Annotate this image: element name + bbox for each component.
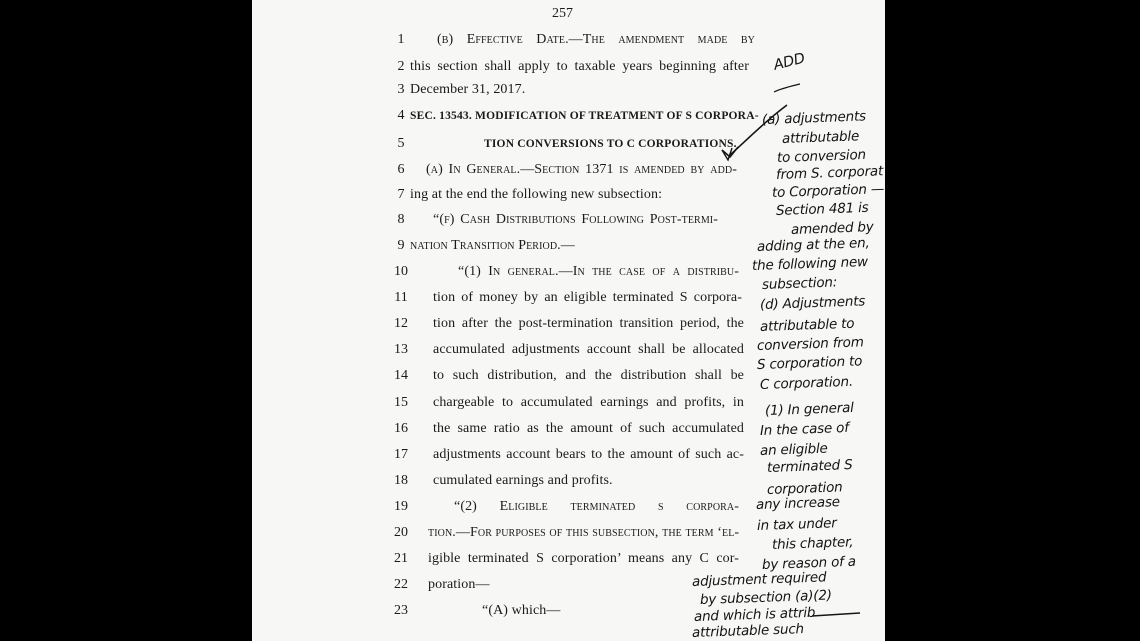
line-text: “(A) which—	[482, 603, 561, 618]
note-line: attributable such	[691, 621, 805, 641]
line-text: this section shall apply to taxable years beginning after	[410, 59, 749, 74]
note-line: In the case of	[759, 419, 850, 439]
note-add-mark: ADD	[772, 50, 807, 74]
line-text: TION CONVERSIONS TO C CORPORATIONS.	[484, 138, 737, 150]
document-page	[252, 0, 885, 641]
note-line: C corporation.	[759, 373, 854, 393]
note-line: (1) In general	[764, 399, 854, 419]
line-number: 4	[397, 108, 405, 123]
line-text: to such distribution, and the distribution shall be	[433, 368, 744, 383]
line-number: 18	[394, 473, 408, 488]
line-text: nation Transition Period.—	[410, 238, 575, 253]
line-text: December 31, 2017.	[410, 82, 526, 97]
note-line: S corporation to	[756, 353, 863, 373]
line-text: “(2) Eligible terminated s corpora-	[454, 499, 739, 514]
strikethrough	[812, 613, 860, 616]
line-text: tion of money by an eligible terminated S corpora-	[433, 290, 742, 305]
line-number: 8	[397, 212, 405, 227]
note-line: the following new	[751, 253, 869, 274]
line-number: 23	[394, 603, 408, 618]
note-line: (a) adjustments	[761, 108, 867, 128]
line-text: “(1) In general.—In the case of a distribu-	[458, 264, 739, 279]
line-number: 11	[394, 290, 408, 305]
line-number: 17	[394, 447, 408, 462]
line-number: 12	[394, 316, 408, 331]
line-text: igible terminated S corporation’ means any C cor-	[428, 551, 739, 566]
note-line: to Corporation —	[771, 181, 885, 201]
note-line: Section 481 is	[775, 199, 869, 219]
note-line: from S. corporat	[775, 163, 884, 183]
note-line: terminated S	[766, 457, 853, 476]
note-line: amended by	[790, 219, 874, 238]
line-number: 3	[397, 82, 405, 97]
line-number: 20	[394, 525, 408, 540]
note-line: attributable	[781, 128, 860, 147]
line-text: (b) Effective Date.—The amendment made by	[437, 32, 755, 47]
note-line: in tax under	[756, 515, 837, 534]
note-line: and which is attrib	[693, 604, 816, 625]
note-line: conversion from	[756, 334, 864, 354]
note-line: corporation	[766, 479, 843, 498]
line-text: ing at the end the following new subsection:	[410, 187, 663, 202]
line-text: the same ratio as the amount of such accumulated	[433, 421, 744, 436]
note-line: this chapter,	[771, 534, 854, 553]
line-number: 14	[394, 368, 408, 383]
line-number: 6	[397, 162, 405, 177]
line-text: accumulated adjustments account shall be allocated	[433, 342, 744, 357]
line-text: poration—	[428, 577, 490, 592]
line-text: adjustments account bears to the amount of such ac-	[433, 447, 744, 462]
line-text: “(f) Cash Distributions Following Post-termi-	[433, 212, 718, 227]
line-number: 1	[397, 32, 405, 47]
line-number: 16	[394, 421, 408, 436]
line-number: 9	[397, 238, 405, 253]
line-text: (a) In General.—Section 1371 is amended by add-	[426, 162, 737, 177]
line-number: 13	[394, 342, 408, 357]
line-text: cumulated earnings and profits.	[433, 473, 613, 488]
line-number: 22	[394, 577, 408, 592]
line-number: 10	[394, 264, 408, 279]
note-line: by subsection (a)(2)	[699, 587, 833, 608]
line-text: tion after the post-termination transition period, the	[433, 316, 744, 331]
line-number: 5	[397, 136, 405, 151]
line-number: 7	[397, 187, 405, 202]
line-text: chargeable to accumulated earnings and profits, in	[433, 395, 744, 410]
line-text: tion.—For purposes of this subsection, the term ‘el-	[428, 525, 740, 540]
line-number: 21	[394, 551, 408, 566]
note-line: an eligible	[759, 440, 828, 459]
note-line: any increase	[755, 494, 841, 513]
line-number: 15	[394, 395, 408, 410]
note-line: attributable to	[759, 315, 855, 335]
add-mark	[774, 84, 800, 92]
note-line: to conversion	[776, 146, 867, 166]
page-number: 257	[552, 6, 573, 21]
note-line: subsection:	[761, 274, 838, 293]
line-number: 2	[397, 59, 405, 74]
line-text: SEC. 13543. MODIFICATION OF TREATMENT OF S CORPORA-	[410, 110, 759, 122]
line-number: 19	[394, 499, 408, 514]
note-line: (d) Adjustments	[759, 293, 866, 313]
note-line: adding at the en,	[756, 235, 870, 255]
note-line: by reason of a	[761, 553, 857, 573]
note-line: adjustment required	[691, 569, 827, 590]
